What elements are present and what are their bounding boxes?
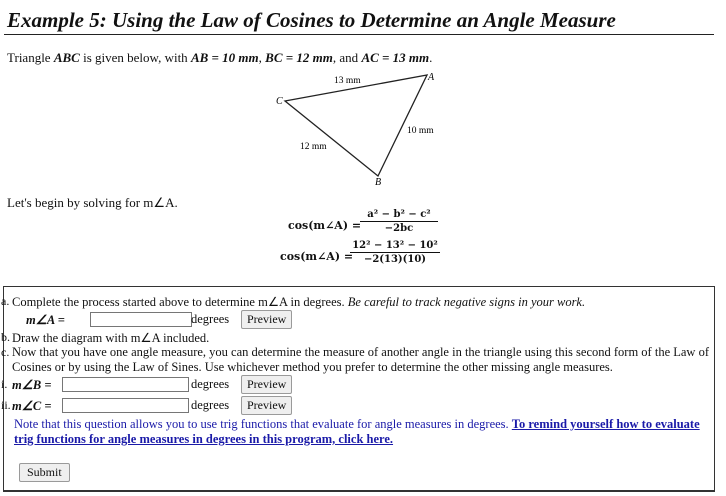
part-c-marker: c. [1,345,10,359]
part-b-prompt: Draw the diagram with m∠A included. [12,331,210,345]
part-a-prompt: Complete the process started above to determine m∠A in degrees. Be careful to track negative signs in your work. [12,295,586,309]
angle-a-input[interactable] [90,312,192,327]
triangle-diagram [264,66,464,191]
equation-2-lhs: cos(m∠A) = [280,250,354,263]
part-c-prompt-line-1: Now that you have one angle measure, you can determine the measure of another angle in the triangle using this second form of the Law of [12,345,709,359]
question-panel [3,286,715,492]
part-c-ii-marker: ii. [1,398,11,412]
angle-c-input[interactable] [62,398,189,413]
trig-help-link[interactable]: To remind yourself how to evaluate trig functions for angle measures in degrees in this program, click here. [14,417,700,446]
vertex-c-label: C [276,96,283,107]
equation-1-denominator: −2bc [384,223,414,234]
equation-1-fraction [360,209,438,234]
angle-b-input[interactable] [62,377,189,392]
submit-button[interactable]: Submit [19,463,70,482]
part-c-prompt-line-2: Cosines or by using the Law of Sines. Use whichever method you prefer to determine the other missing angle measures. [12,360,613,374]
equation-2-denominator: −2(13)(10) [363,254,427,265]
equation-1-numerator: a² − b² − c² [360,209,438,222]
triangle-shape [285,75,427,176]
part-b-marker: b. [1,330,10,344]
angle-a-unit: degrees [191,312,230,326]
trig-note [14,417,704,447]
part-a-marker: a. [1,294,10,308]
angle-a-label: m∠A = [26,313,65,327]
title-divider [4,34,714,35]
page-title: Example 5: Using the Law of Cosines to Determine an Angle Measure [7,8,616,32]
trig-note-text: Note that this question allows you to use trig functions that evaluate for angle measures in degrees. [14,417,512,431]
equation-2-numerator: 12² − 13² − 10² [350,240,440,253]
equation-1-lhs: cos(m∠A) = [288,219,362,232]
begin-text: Let's begin by solving for m∠A. [7,195,178,210]
side-bc-label: 12 mm [300,142,327,152]
side-ac-label: 13 mm [334,76,361,86]
angle-b-preview-button[interactable]: Preview [241,375,292,394]
angle-a-preview-button[interactable]: Preview [241,310,292,329]
angle-c-label: m∠C = [12,399,52,413]
angle-b-label: m∠B = [12,378,52,392]
vertex-a-label: A [428,72,435,83]
part-c-i-marker: i. [1,377,8,391]
intro-text: Triangle ABC is given below, with AB = 10 mm, BC = 12 mm, and AC = 13 mm. [7,50,433,65]
angle-c-unit: degrees [191,398,230,412]
equation-2-fraction [350,240,440,265]
angle-c-preview-button[interactable]: Preview [241,396,292,415]
vertex-b-label: B [375,177,382,188]
side-ab-label: 10 mm [407,126,434,136]
angle-b-unit: degrees [191,377,230,391]
